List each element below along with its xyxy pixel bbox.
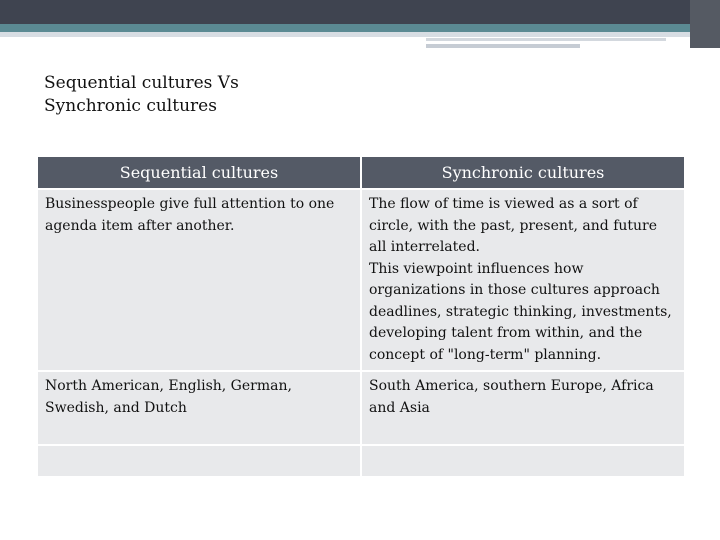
table-cell: Businesspeople give full attention to one agenda item after another.: [37, 189, 361, 371]
header-decor-line: [426, 44, 580, 48]
cell-paragraph: The flow of time is viewed as a sort of circle, with the past, present, and future all interrelated.: [369, 196, 658, 255]
table-header-row: [37, 156, 685, 189]
header-light-bar: [0, 32, 720, 37]
comparison-table: [36, 155, 686, 478]
table-cell: North American, English, German, Swedish, and Dutch: [37, 371, 361, 445]
table-cell: [361, 445, 685, 477]
table-row: [37, 371, 685, 445]
table-cell: [361, 189, 685, 371]
table-cell: South America, southern Europe, Africa and Asia: [361, 371, 685, 445]
header-decor-line: [426, 38, 666, 41]
slide-title: [44, 72, 444, 118]
header-bar: [0, 0, 720, 24]
cell-paragraph: This viewpoint influences how organizations in those cultures approach deadlines, strategic thinking, investments, developing talent from within, and the concept of "long-term" planning.: [369, 260, 672, 363]
slide-title-line: Synchronic cultures: [44, 96, 217, 116]
table-row: [37, 189, 685, 371]
table-cell: [37, 445, 361, 477]
column-header: Sequential cultures: [37, 156, 361, 189]
header-accent-bar: [0, 24, 720, 32]
header-corner-block: [690, 0, 720, 48]
slide-title-line: Sequential cultures Vs: [44, 73, 239, 93]
table-row: [37, 445, 685, 477]
column-header: Synchronic cultures: [361, 156, 685, 189]
